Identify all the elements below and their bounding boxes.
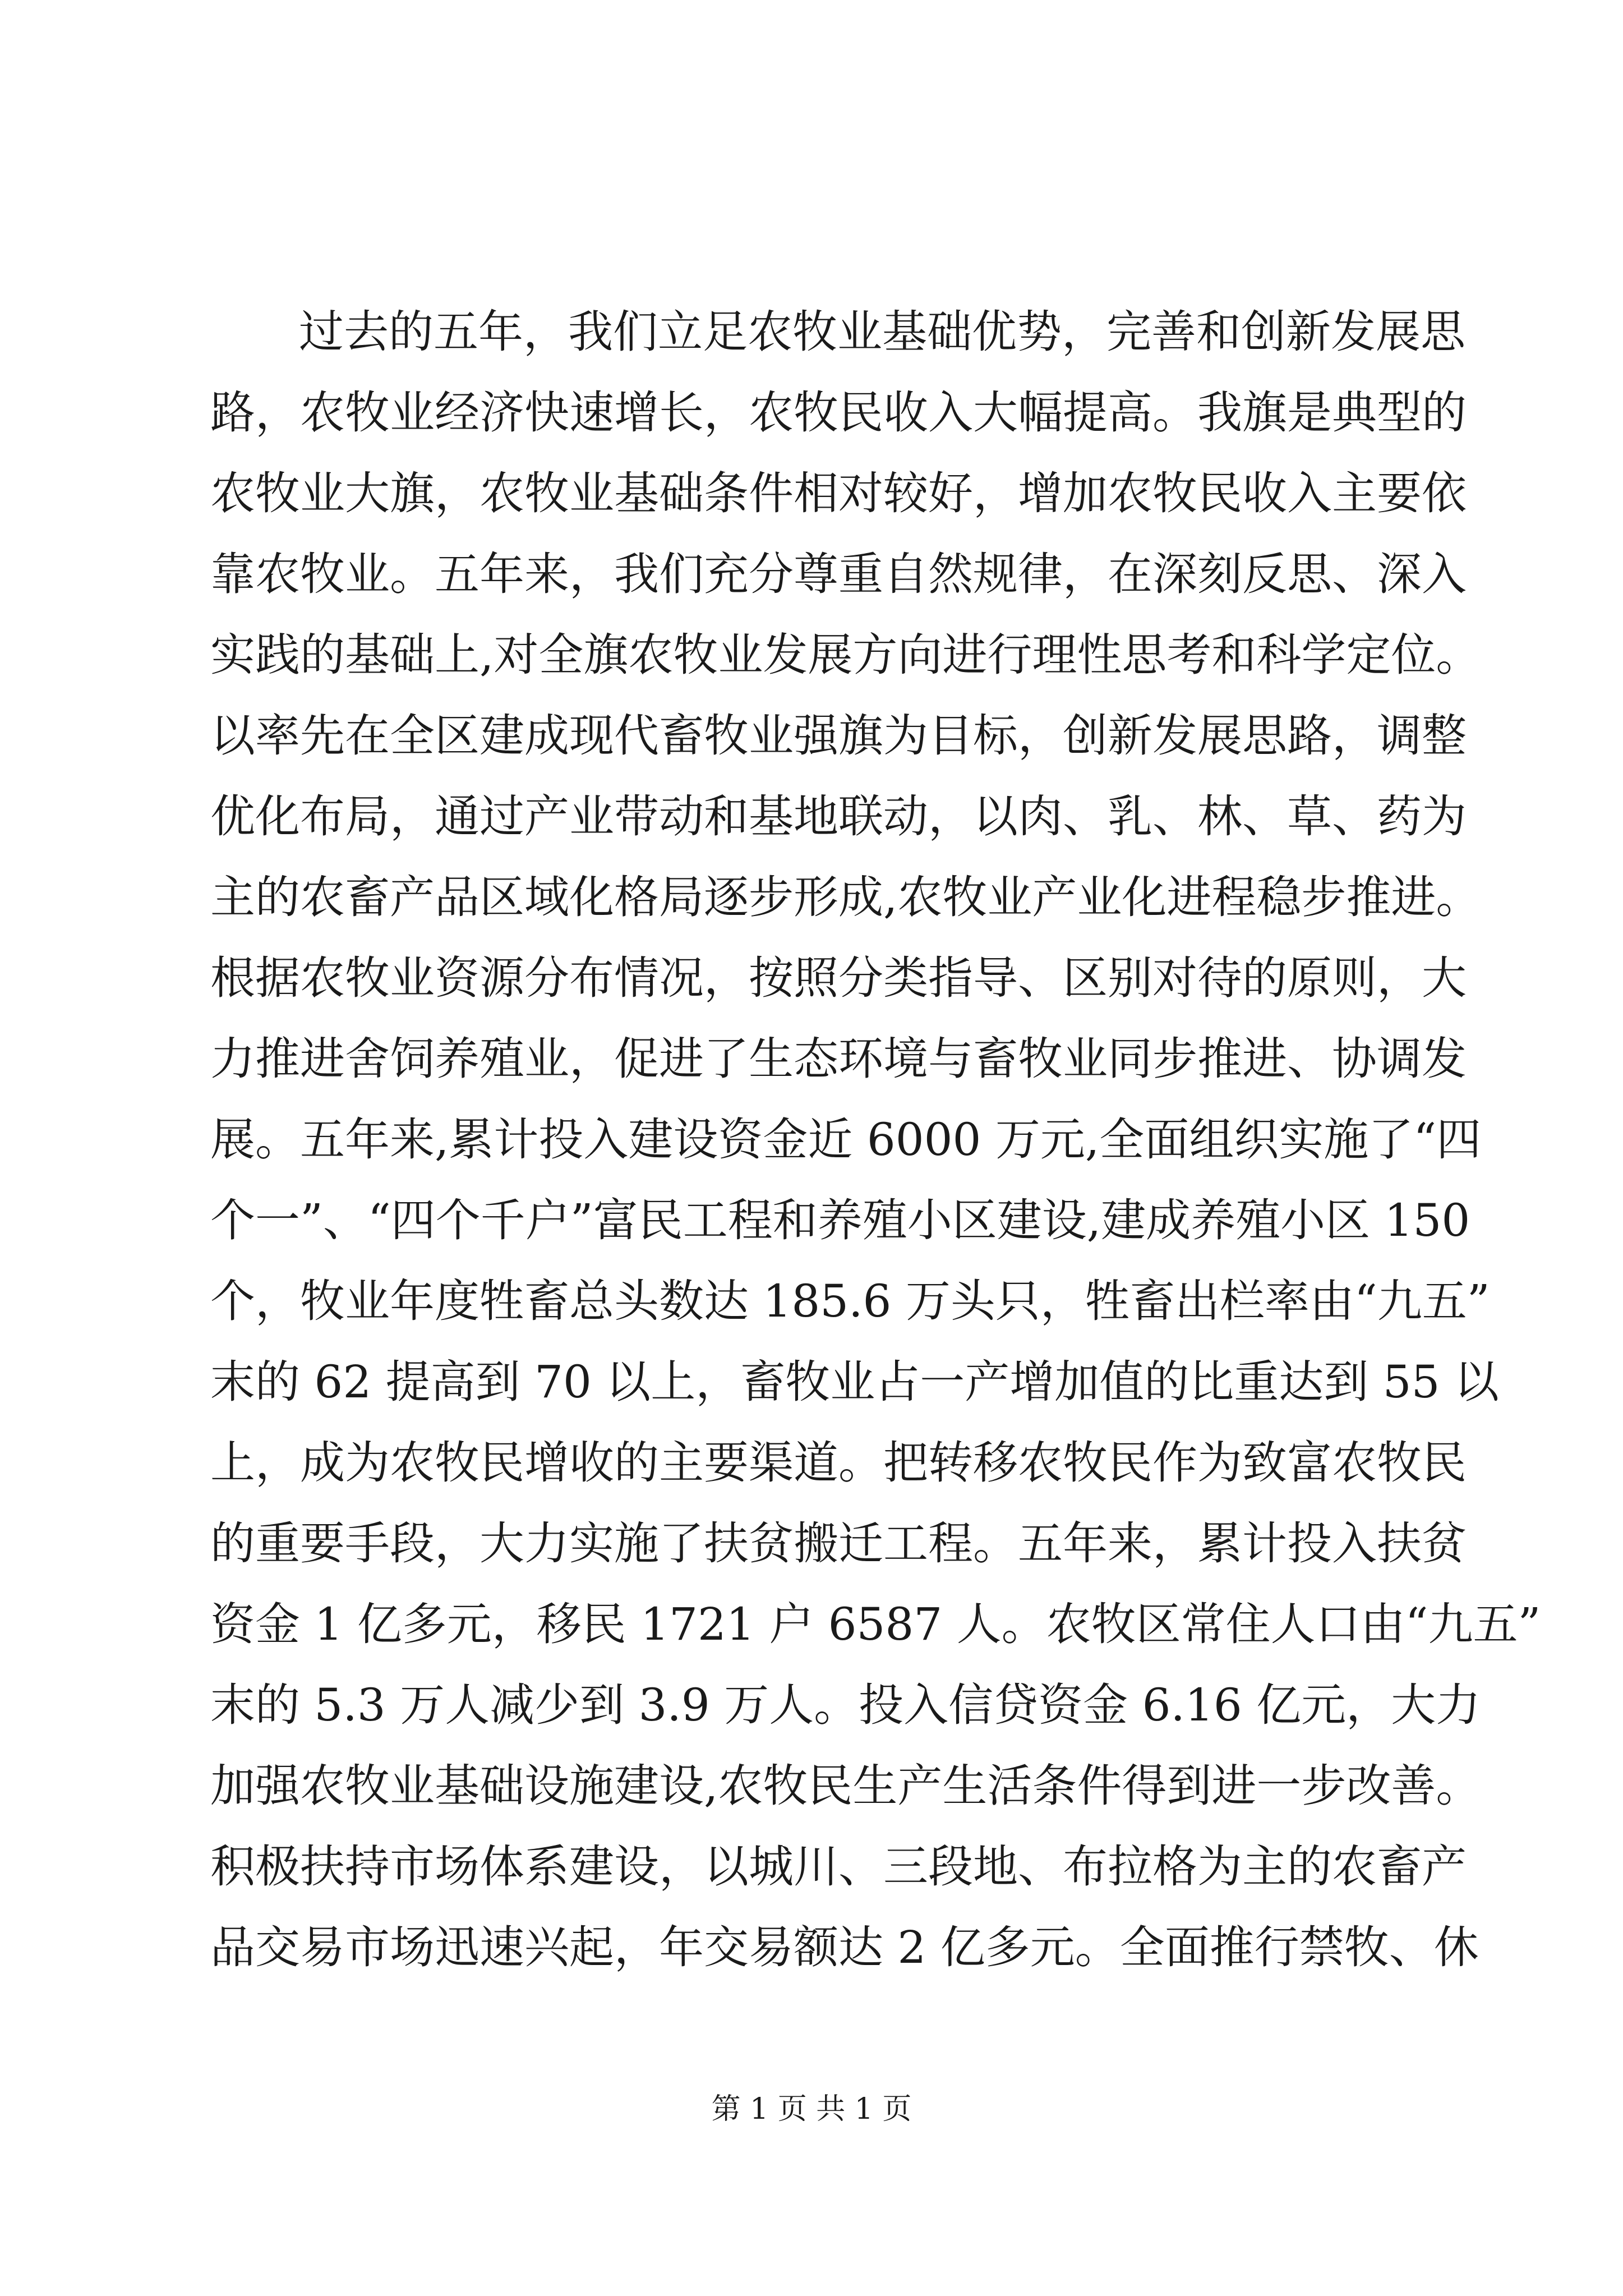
text-line: 加强农牧业基础设施建设,农牧民生产生活条件得到进一步改善。	[210, 1760, 1481, 1812]
body-paragraph	[210, 292, 1541, 1988]
text-line: 以率先在全区建成现代畜牧业强旗为目标，创新发展思路，调整	[210, 710, 1467, 762]
text-line: 展。五年来,累计投入建设资金近 6000 万元,全面组织实施了“四	[210, 1114, 1482, 1166]
text-line: 积极扶持市场体系建设，以城川、三段地、布拉格为主的农畜产	[210, 1841, 1467, 1893]
text-line: 末的 62 提高到 70 以上，畜牧业占一产增加值的比重达到 55 以	[210, 1356, 1499, 1408]
text-line: 力推进舍饲养殖业，促进了生态环境与畜牧业同步推进、协调发	[210, 1033, 1467, 1085]
text-line: 上，成为农牧民增收的主要渠道。把转移农牧民作为致富农牧民	[210, 1437, 1467, 1489]
text-line: 路，农牧业经济快速增长，农牧民收入大幅提高。我旗是典型的	[210, 386, 1467, 439]
text-line: 资金 1 亿多元，移民 1721 户 6587 人。农牧区常住人口由“九五”	[210, 1598, 1541, 1650]
text-line: 末的 5.3 万人减少到 3.9 万人。投入信贷资金 6.16 亿元，大力	[210, 1679, 1481, 1731]
text-line: 品交易市场迅速兴起，年交易额达 2 亿多元。全面推行禁牧、休	[210, 1921, 1479, 1973]
text-line: 的重要手段，大力实施了扶贫搬迁工程。五年来，累计投入扶贫	[210, 1517, 1467, 1570]
text-line: 个一”、“四个千户”富民工程和养殖小区建设,建成养殖小区 150	[210, 1194, 1470, 1246]
text-line: 过去的五年，我们立足农牧业基础优势，完善和创新发展思	[299, 306, 1465, 358]
text-line: 实践的基础上,对全旗农牧业发展方向进行理性思考和科学定位。	[210, 629, 1481, 681]
text-line: 优化布局，通过产业带动和基地联动，以肉、乳、林、草、药为	[210, 790, 1467, 843]
text-line: 靠农牧业。五年来，我们充分尊重自然规律，在深刻反思、深入	[210, 548, 1467, 600]
page-number-footer: 第 1 页 共 1 页	[711, 2092, 912, 2126]
text-line: 主的农畜产品区域化格局逐步形成,农牧业产业化进程稳步推进。	[210, 871, 1481, 923]
text-line: 农牧业大旗，农牧业基础条件相对较好，增加农牧民收入主要依	[210, 467, 1467, 519]
text-line: 根据农牧业资源分布情况，按照分类指导、区别对待的原则，大	[210, 952, 1467, 1004]
text-line: 个，牧业年度牲畜总头数达 185.6 万头只，牲畜出栏率由“九五”	[210, 1275, 1490, 1327]
